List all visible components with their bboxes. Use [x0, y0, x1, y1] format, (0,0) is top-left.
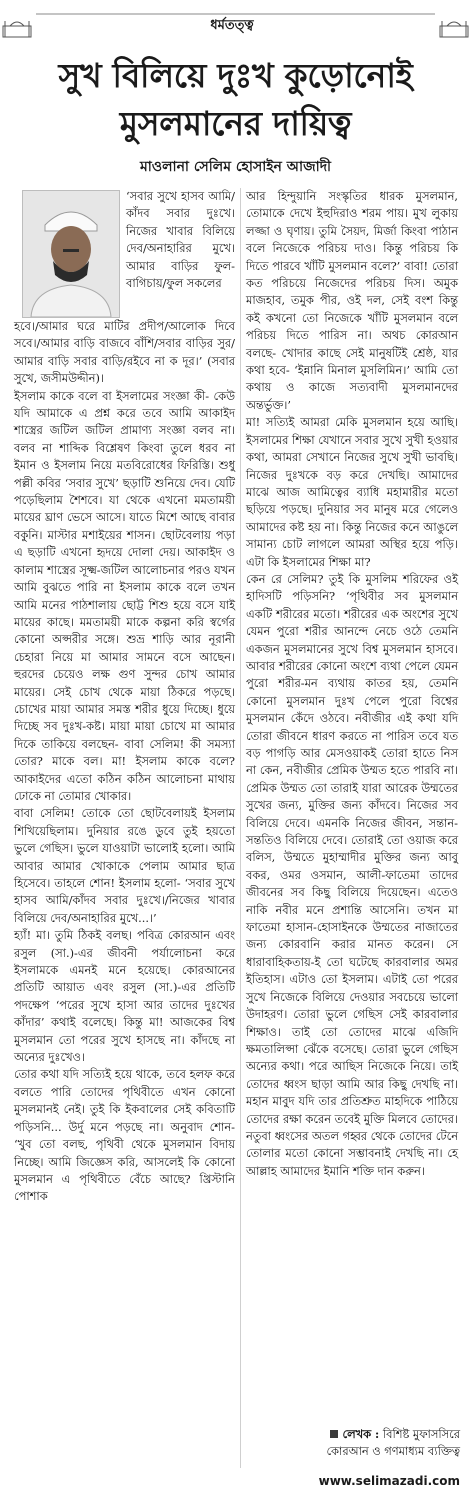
- headline-line-2: মুসলমানের দায়িত্ব: [119, 104, 352, 143]
- mosque-logo-left: [2, 18, 32, 38]
- section-label: ধর্মতত্ত্ব: [210, 18, 254, 33]
- left-paragraph: হ্যাঁ! মা। তুমি ঠিকই বলছ। পবিত্র কোরআন এবং রসুল (সা.)-এর জীবনী পর্যালোচনা করে ইসলামকে এমনই মনে হয়েছে। কোরআনের প্রতিটি আয়াত এবং রসুল (সা.)-এর প্রতিটি পদক্ষেপ ‘পরের সুখে হাসা আর তাদের দুঃখের কাঁদার’ কথাই বলেছে। কিন্তু মা! আজকের বিশ্ব মুসলমান তো পরের সুখে হাসছে না। কাঁদছে না অন্যের দুঃখেও।: [14, 928, 235, 1065]
- right-column: [246, 188, 458, 1180]
- right-paragraph: মা! সত্যিই আমরা মেকি মুসলমান হয়ে আছি। ইসলামের শিক্ষা যেখানে সবার সুখে সুখী হওয়ার কথা, আমরা সেখানে নিজের সুখে সুখী ভাবছি। নিজের দুঃখকে বড় করে দেখছি। আমাদের মাঝে আজ আমিত্বের ব্যাধি মহামারীর মতো ছড়িয়ে পড়ছে। দুনিয়ার সব মানুষ মরে গেলেও আমাদের কষ্ট হয় না। কিন্তু নিজের কনে আঙুলে সামান্য চোট লাগলে আমরা অস্থির হয়ে পড়ি। এটা কি ইসলামের শিক্ষা মা?: [246, 415, 458, 569]
- author-note: [300, 1426, 460, 1460]
- left-paragraph: তোর কথা যদি সত্যিই হয়ে থাকে, তবে হলফ করে বলতে পারি তোদের পৃথিবীতে এখন কোনো মুসলমানই নেই। তুই কি ইকবালের সেই কবিতাটি পড়িসনি... উর্দু মনে পড়ছে না। অনুবাদ শোন- ‘খুব তো বলছ, পৃথিবী থেকে মুসলমান বিদায় নিচ্ছে। আমি জিজ্ঞেস করি, আসলেই কি কোনো মুসলমান এ পৃথিবীতে বেঁচে আছে? খ্রিস্টানি পোশাক: [14, 1067, 235, 1204]
- left-paragraph: বাবা সেলিম! তোকে তো ছোটবেলায়ই ইসলাম শিখিয়েছিলাম। দুনিয়ার রঙে ডুবে তুই হয়তো ভুলে গেছিস। ভুলে যাওয়াটা ভালোই হলো। আমি আবার আমার খোকাকে পেলাম আমার ছাত্র হিসেবে। তাহলে শোন! ইসলাম হলো- ‘সবার সুখে হাসব আমি/কাঁদব সবার দুঃখে।/নিজের খাবার বিলিয়ে দেব/অনাহারির মুখে...।’: [14, 806, 235, 925]
- square-bullet-icon: [330, 1430, 338, 1438]
- author-note-line-2: কোরআন ও গণমাধ্যম ব্যক্তিত্ব: [326, 1444, 460, 1458]
- left-paragraph: হবে।/আমার ঘরে মাটির প্রদীপ/আলোক দিবে সবে।/আমার বাড়ি বাজবে বাঁশি/সবার বাড়ির সুর/আমার বাড়ি সবার বাড়ি/রইবে না ক দূর।’ (সবার সুখে, জসীমউদ্দীন)।: [14, 319, 235, 386]
- left-column: [14, 318, 235, 1206]
- headline-line-1: সুখ বিলিয়ে দুঃখ কুড়োনোই: [58, 56, 413, 95]
- right-paragraph: আর হিন্দুয়ানি সংস্কৃতির ধারক মুসলমান, তোমাকে দেখে ইহুদিরাও শরম পায়। মুখ লুকায় লজ্জা ও ঘৃণায়। তুমি সৈয়দ, মির্জা কিংবা পাঠান বলে নিজেকে পরিচয় দাও। কিন্তু পরিচয় কি দিতে পারবে খাঁটি মুসলমান বলে?’ বাবা! তোরা কত পরিচয়ে নিজেদের পরিচয় দিস। অমুক মাজহাব, তমুক পীর, ওই দল, সেই বংশ কিন্তু কই কখনো তো নিজেকে খাঁটি মুসলমান বলে পরিচয় দিতে পারিস না। অথচ কোরআন বলছে- খোদার কাছে সেই মানুষটিই শ্রেষ্ঠ, যার কথা হবে- ‘ইন্নানি মিনাল মুসলিমিন।’ আমি তো কথায় ও কাজে সত্যবাদী মুসলমানদের অন্তর্ভুক্ত।’: [246, 189, 458, 412]
- mosque-logo-right: [439, 18, 469, 38]
- author-note-line-1: বিশিষ্ট মুফাসসিরে: [382, 1427, 460, 1441]
- left-column-intro: [126, 188, 235, 292]
- author-portrait-icon: [22, 190, 120, 318]
- article-headline: [10, 52, 461, 148]
- author-website: www.selimazadi.com: [318, 1474, 460, 1488]
- author-note-label: লেখক :: [342, 1427, 380, 1441]
- section-header: [0, 0, 471, 44]
- author-byline: মাওলানা সেলিম হোসাইন আজাদী: [139, 159, 332, 175]
- left-paragraph: ইসলাম কাকে বলে বা ইসলামের সংজ্ঞা কী- কেউ যদি আমাকে এ প্রশ্ন করে তবে আমি আকাইদ শাস্ত্রের জটিল জটিল প্রামাণ্য সংজ্ঞা বলব না। বলব না শাব্দিক বিশ্লেষণ কিংবা তুলে ধরব না ইমান ও ইসলাম নিয়ে মতবিরোধের ফিরিস্তি। শুধু পল্লী কবির ‘সবার সুখে’ ছড়াটি শুনিয়ে দেব। যেটি পড়েছিলাম শৈশবে। যা থেকে এখনো মমতাময়ী মায়ের ঘ্রাণ ভেসে আসে। যাতে মিশে আছে বাবার বকুনি। মাস্টার মশাইয়ের শাসন। ছোটবেলায় পড়া এ ছড়াটি এখনো হৃদয়ে দোলা দেয়। আকাইদ ও কালাম শাস্ত্রের সূক্ষ্ম-জটিল আলোচনার পরও যখন আমি বুঝতে পারি না ইসলাম কাকে বলে তখন আমি মনের পাঠশালায় ছোট্ট শিশু হয়ে বসে যাই মায়ের কাছে। মমতাময়ী মাকে কল্পনা করি স্বর্গের কোনো অপ্সরীর সঙ্গে। শুভ্র শাড়ি আর নূরানী চেহারা নিয়ে মা আমার সামনে বসে আছেন। হুরদের চেয়েও লক্ষ গুণ সুন্দর চোখ আমার মায়ের। সেই চোখ থেকে মায়া ঠিকরে পড়ছে। চোখের মায়া আমার সমস্ত শরীর ধুয়ে দিচ্ছে। ধুয়ে দিচ্ছে সব দুঃখ-কষ্ট। মায়া মায়া চোখে মা আমার দিকে তাকিয়ে বলছেন- বাবা সেলিম! কী সমস্যা তোর? মাকে বল। মা! ইসলাম কাকে বলে? আকাইদের এতো কঠিন কঠিন আলোচনা মাথায় ঢোকে না তোমার খোকার।: [14, 388, 236, 803]
- right-paragraph: কেন রে সেলিম? তুই কি মুসলিম শরিফের ওই হাদিসটি পড়িসনি? ‘পৃথিবীর সব মুসলমান একটি শরীরের মতো। শরীরের এক অংশের সুখে যেমন পুরো শরীর আনন্দে নেচে ওঠে তেমনি একজন মুসলমানের সুখে বিশ্ব মুসলমান হাসবে। আবার শরীরের কোনো অংশে ব্যথা পেলে যেমন পুরো শরীর-মন ব্যথায় কাতর হয়, তেমনি কোনো মুসলমান দুঃখ পেলে পুরো বিশ্বের মুসলমান কেঁদে ওঠবে। নবীজীর এই কথা যদি তোরা জীবনে ধারণ করতে না পারিস তবে যত বড় পাগড়ি আর মেসওয়াকই তোরা হাতে নিস না কেন, নবীজীর প্রেমিক উম্মত হতে পারবি না। প্রেমিক উম্মত তো তারাই যারা আরেক উম্মতের সুখের জন্য, মুক্তির জন্য কাঁদবে। নিজের সব বিলিয়ে দেবে। এমনকি নিজের জীবন, সন্তান-সন্ততিও বিলিয়ে দেবে। তোরাই তো ওয়াজ করে বলিস, উম্মতে মুহাম্মাদীর মুক্তির জন্য আবু বকর, ওমর ওসমান, আলী-ফাতেমা তাদের জীবনের সব কিছু বিলিয়ে দিয়েছেন। এতেও নাকি নবীর মনে প্রশান্তি আসেনি। তখন মা ফাতেমা হাসান-হোসাইনকে উম্মতের নাজাতের জন্য কোরবানি করার মানত করেন। সে ধারাবাহিকতায়-ই তো ঘটেছে কারবালার অমর ইতিহাস। এটাও তো ইসলাম। এটাই তো পরের সুখে নিজেকে বিলিয়ে দেওয়ার সবচেয়ে ভালো উদাহরণ। তোরা ভুলে গেছিস সেই কারবালার শিক্ষাও। তাই তো তোদের মাঝে এজিদি ক্ষমতালিপ্সা ঝেঁকে বসেছে। তোরা ভুলে গেছিস অন্যের কথা। পরে আছিস নিজেকে নিয়ে। তাই তোদের ধ্বংস ছাড়া আমি আর কিছু দেখছি না। মহান মাবুদ যদি তার প্রতিশ্রুত মাহদিকে পাঠিয়ে তোদের রক্ষা করেন তবেই মুক্তি মিলবে তোদের। নতুবা ধ্বংসের অতল গহ্বর থেকে তোদের টেনে তোলার মতো কোনো সম্ভাবনাই দেখছি না। হে আল্লাহ আমাদের ইমানি শক্তি দান করুন।: [246, 571, 458, 1178]
- column-divider: [240, 188, 241, 1468]
- intro-paragraph: ‘সবার সুখে হাসব আমি/কাঁদব সবার দুঃখে। নিজের খাবার বিলিয়ে দেব/অনাহারির মুখে। আমার বাড়ির ফুল-বাগিচায়/ফুল সকলের: [126, 189, 235, 291]
